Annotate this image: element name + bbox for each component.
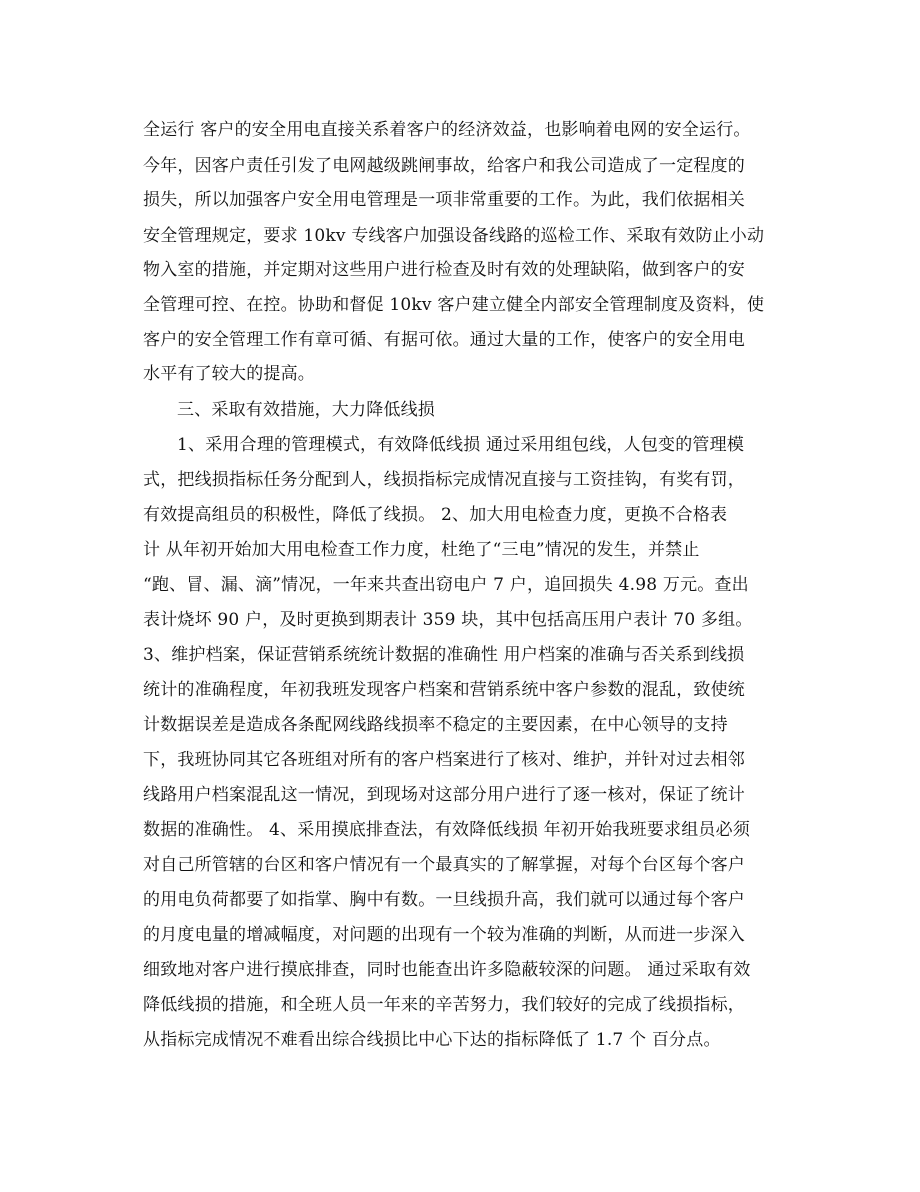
body-text-line: 统计的准确程度，年初我班发现客户档案和营销系统中客户参数的混乱，致使统: [143, 680, 745, 700]
body-text-line: 3、维护档案，保证营销系统统计数据的准确性 用户档案的准确与否关系到线损: [143, 645, 745, 665]
body-text-line: 物入室的措施，并定期对这些用户进行检查及时有效的处理缺陷，做到客户的安: [143, 260, 745, 280]
body-text-line: 计数据误差是造成各条配网线路线损率不稳定的主要因素，在中心领导的支持: [143, 715, 728, 735]
body-text-line: 降低线损的措施，和全班人员一年来的辛苦努力，我们较好的完成了线损指标，: [143, 995, 745, 1015]
body-text-line: 安全管理规定，要求 10kv 专线客户加强设备线路的巡检工作、采取有效防止小动: [143, 226, 765, 246]
body-text-line: 今年，因客户责任引发了电网越级跳闸事故，给客户和我公司造成了一定程度的: [143, 156, 745, 176]
body-text-line: 表计烧坏 90 户，及时更换到期表计 359 块，其中包括高压用户表计 70 多组。: [143, 610, 753, 630]
body-text-line: 全运行 客户的安全用电直接关系着客户的经济效益，也影响着电网的安全运行。: [143, 120, 751, 140]
body-text-line: 数据的准确性。 4、采用摸底排查法，有效降低线损 年初开始我班要求组员必须: [143, 820, 751, 840]
body-text-line: 下，我班协同其它各班组对所有的客户档案进行了核对、维护，并针对过去相邻: [143, 750, 745, 770]
body-text-line: 的用电负荷都要了如指掌、胸中有数。一旦线损升高，我们就可以通过每个客户: [143, 890, 745, 910]
body-text-line: 细致地对客户进行摸底排查，同时也能查出许多隐蔽较深的问题。 通过采取有效: [143, 960, 751, 980]
body-text-line: 水平有了较大的提高。: [143, 364, 315, 384]
body-text-line: 对自己所管辖的台区和客户情况有一个最真实的了解掌握，对每个台区每个客户: [143, 855, 745, 875]
body-text-line: 1、采用合理的管理模式，有效降低线损 通过采用组包线，人包变的管理模: [177, 435, 745, 455]
body-text-line: 线路用户档案混乱这一情况，到现场对这部分用户进行了逐一核对，保证了统计: [143, 785, 745, 805]
body-text-line: 全管理可控、在控。协助和督促 10kv 客户建立健全内部安全管理制度及资料，使: [143, 295, 765, 315]
body-text-line: 式，把线损指标任务分配到人，线损指标完成情况直接与工资挂钩，有奖有罚，: [143, 470, 745, 490]
body-text-line: 从指标完成情况不难看出综合线损比中心下达的指标降低了 1.7 个 百分点。: [143, 1030, 721, 1050]
body-text-line: 客户的安全管理工作有章可循、有据可依。通过大量的工作，使客户的安全用电: [143, 330, 745, 350]
body-text-line: “跑、冒、漏、滴”情况，一年来共查出窃电户 7 户，追回损失 4.98 万元。查出: [143, 575, 749, 595]
body-text-line: 有效提高组员的积极性，降低了线损。 2、加大用电检查力度，更换不合格表: [143, 505, 728, 525]
body-text-line: 损失，所以加强客户安全用电管理是一项非常重要的工作。为此，我们依据相关: [143, 190, 745, 210]
body-text-line: 计 从年初开始加大用电检查工作力度，杜绝了“三电”情况的发生，并禁止: [143, 540, 700, 560]
section-heading: 三、采取有效措施，大力降低线损: [177, 400, 435, 420]
body-text-line: 的月度电量的增减幅度，对问题的出现有一个较为准确的判断，从而进一步深入: [143, 925, 745, 945]
